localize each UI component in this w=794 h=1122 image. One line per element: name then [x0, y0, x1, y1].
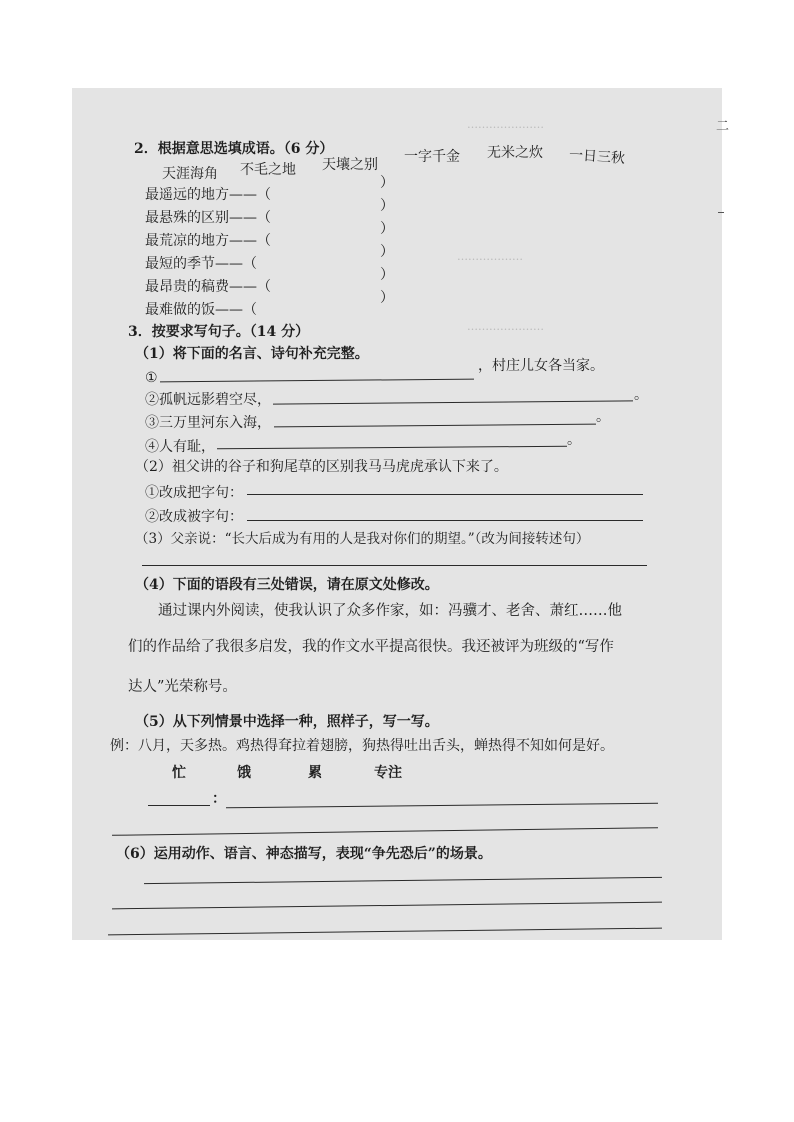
- blank-line[interactable]: [247, 494, 643, 495]
- example-sentence: 例：八月，天多热。鸡热得耷拉着翅膀，狗热得吐出舌头，蝉热得不知如何是好。: [110, 738, 614, 754]
- answer-close-paren: ）: [380, 221, 394, 237]
- poem-line-4-suffix: 。: [567, 432, 581, 448]
- sub-question-1-title: （1）将下面的名言、诗句补充完整。: [135, 346, 369, 362]
- idiom-clue: 最短的季节——（: [145, 256, 257, 272]
- idiom-clue: 最难做的饭——（: [145, 302, 257, 318]
- idiom-option: 一日三秋: [568, 147, 626, 167]
- poem-line-3-prefix: ③三万里河东入海，: [145, 415, 271, 431]
- question-3-title: 3．按要求写句子。（14 分）: [128, 324, 310, 340]
- page-edge-tick: [718, 212, 724, 213]
- choice-tired: 累: [308, 765, 322, 781]
- sub-question-4-title: （4）下面的语段有三处错误，请在原文处修改。: [135, 577, 439, 593]
- blank-line[interactable]: [112, 902, 662, 910]
- bleed-through-text: …………………: [467, 320, 544, 333]
- blank-line[interactable]: [160, 379, 474, 383]
- idiom-option: 一字千金: [404, 149, 460, 165]
- paragraph-line: 达人”光荣称号。: [128, 679, 237, 695]
- scanned-exam-sheet: [72, 88, 722, 940]
- choice-focused: 专注: [374, 765, 402, 781]
- blank-line[interactable]: [142, 565, 647, 566]
- blank-line[interactable]: [273, 400, 633, 404]
- bleed-through-text: ………………: [457, 250, 523, 263]
- question-2-title: 2．根据意思选填成语。（6 分）: [134, 141, 334, 157]
- sub-question-6-title: （6）运用动作、语言、神态描写，表现“争先恐后”的场景。: [116, 846, 492, 862]
- sub-question-3-title: （3）父亲说：“长大后成为有用的人是我对你们的期望。”（改为间接转述句）: [135, 531, 590, 547]
- ba-sentence-label: ①改成把字句：: [145, 485, 243, 501]
- blank-line[interactable]: [108, 928, 662, 936]
- bei-sentence-label: ②改成被字句：: [145, 509, 243, 525]
- poem-line-1-prefix: ①: [145, 370, 158, 386]
- answer-close-paren: ）: [380, 290, 394, 306]
- idiom-clue: 最悬殊的区别——（: [145, 210, 271, 226]
- blank-line[interactable]: [247, 520, 643, 521]
- blank-line[interactable]: [112, 827, 658, 836]
- bleed-through-text: …………………: [467, 118, 544, 131]
- paragraph-line: 通过课内外阅读，使我认识了众多作家，如：冯骥才、老舍、萧红……他: [158, 603, 622, 619]
- blank-line[interactable]: [226, 803, 658, 809]
- answer-close-paren: ）: [380, 244, 394, 260]
- page-edge-mark: 二: [716, 119, 730, 134]
- choice-blank-line[interactable]: [148, 805, 210, 806]
- idiom-option: 无米之炊: [487, 145, 543, 161]
- sub-question-5-title: （5）从下列情景中选择一种，照样子，写一写。: [135, 714, 439, 730]
- poem-line-2-suffix: 。: [634, 387, 648, 403]
- blank-line[interactable]: [217, 446, 567, 449]
- answer-close-paren: ）: [380, 267, 394, 283]
- blank-line[interactable]: [144, 877, 662, 884]
- sub-question-2-title: （2）祖父讲的谷子和狗尾草的区别我马马虎虎承认下来了。: [135, 459, 508, 475]
- choice-hungry: 饿: [237, 765, 251, 781]
- choice-busy: 忙: [172, 765, 186, 781]
- idiom-clue: 最遥远的地方——（: [145, 187, 271, 203]
- paragraph-line: 们的作品给了我很多启发，我的作文水平提高很快。我还被评为班级的“写作: [128, 639, 614, 655]
- poem-line-4-prefix: ④人有耻，: [145, 439, 215, 455]
- blank-line[interactable]: [274, 424, 596, 428]
- colon: ：: [212, 791, 226, 807]
- answer-close-paren: ）: [380, 175, 394, 191]
- answer-close-paren: ）: [380, 198, 394, 214]
- idiom-option: 天壤之别: [322, 157, 378, 173]
- idiom-option: 天涯海角: [162, 166, 218, 182]
- idiom-clue: 最荒凉的地方——（: [145, 233, 271, 249]
- idiom-clue: 最昂贵的稿费——（: [145, 279, 271, 295]
- idiom-option: 不毛之地: [240, 162, 296, 178]
- poem-line-1-suffix: ，村庄儿女各当家。: [478, 358, 604, 374]
- poem-line-2-prefix: ②孤帆远影碧空尽，: [145, 392, 271, 408]
- poem-line-3-suffix: 。: [596, 409, 610, 425]
